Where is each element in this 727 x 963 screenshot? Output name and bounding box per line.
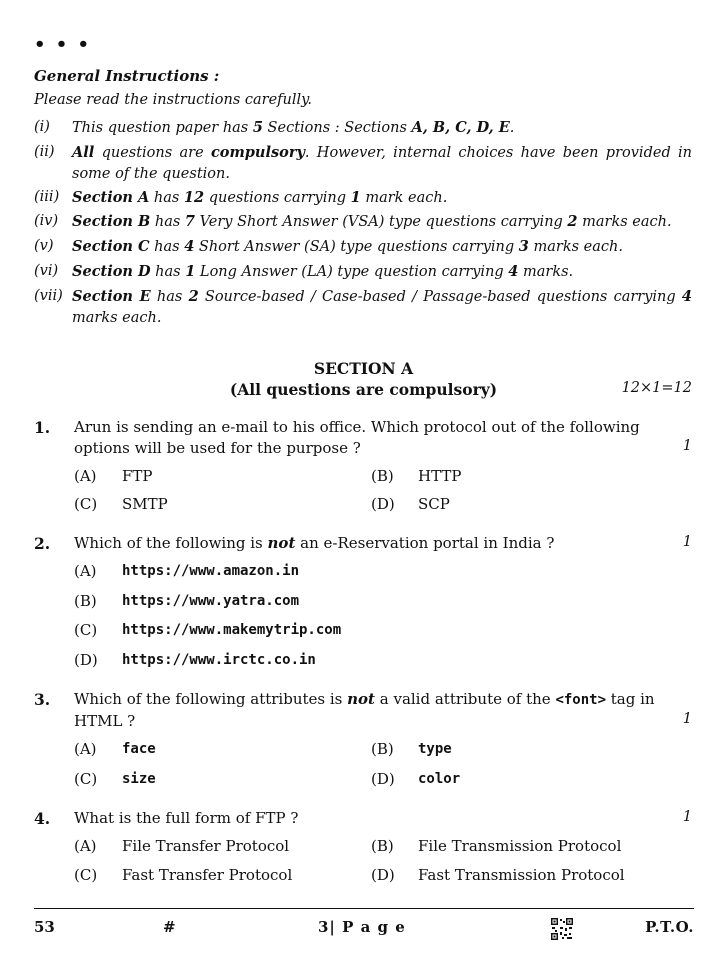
option-label: (A) — [74, 467, 97, 485]
option-text: SMTP — [122, 495, 168, 513]
footer-code: 53 — [34, 918, 55, 936]
question-number: 3. — [34, 690, 51, 709]
option-label: (A) — [74, 562, 97, 580]
option-text: FTP — [122, 467, 153, 485]
qr-code-icon — [551, 918, 573, 940]
question-text: Which of the following is not an e-Reservation portal in India ? — [74, 534, 555, 552]
option-text: color — [418, 771, 461, 787]
footer-pto: P.T.O. — [645, 918, 694, 936]
option-text: https://www.yatra.com — [122, 593, 300, 609]
general-instructions-read: Please read the instructions carefully. — [34, 92, 313, 108]
footer-hash: # — [163, 918, 176, 936]
option-label: (B) — [74, 592, 97, 610]
question-text: Which of the following attributes is not a valid attribute of the <font> tag in HTML ? — [74, 690, 655, 730]
question-number: 1. — [34, 418, 51, 437]
question-mark: 1 — [682, 809, 692, 825]
option-label: (B) — [371, 740, 394, 758]
section-marks: 12×1=12 — [621, 380, 692, 396]
header-dots: • • • — [34, 34, 92, 55]
option-label: (D) — [371, 495, 395, 513]
option-label: (A) — [74, 740, 97, 758]
option-label: (D) — [371, 770, 395, 788]
option-text: HTTP — [418, 467, 462, 485]
option-text: face — [122, 741, 156, 757]
general-instructions-title: General Instructions : — [34, 67, 220, 85]
option-text: File Transmission Protocol — [418, 837, 622, 855]
option-text: size — [122, 771, 156, 787]
question-number: 2. — [34, 534, 51, 553]
option-label: (D) — [371, 866, 395, 884]
option-text: Fast Transmission Protocol — [418, 866, 625, 884]
section-subtitle: (All questions are compulsory) — [229, 380, 498, 399]
question-mark: 1 — [682, 534, 692, 550]
question-mark: 1 — [682, 438, 692, 454]
footer-divider — [34, 908, 694, 909]
option-text: https://www.irctc.co.in — [122, 652, 316, 668]
option-label: (C) — [74, 866, 98, 884]
option-label: (A) — [74, 837, 97, 855]
option-text: Fast Transfer Protocol — [122, 866, 293, 884]
option-text: https://www.amazon.in — [122, 563, 300, 579]
question-text: What is the full form of FTP ? — [74, 809, 299, 827]
question-number: 4. — [34, 809, 51, 828]
option-text: https://www.makemytrip.com — [122, 622, 342, 638]
option-label: (C) — [74, 495, 98, 513]
option-text: type — [418, 741, 452, 757]
footer-page-number: 3| P a g e — [318, 918, 406, 936]
option-label: (B) — [371, 467, 394, 485]
option-label: (C) — [74, 770, 98, 788]
option-text: SCP — [418, 495, 450, 513]
option-label: (D) — [74, 651, 98, 669]
section-title: SECTION A — [313, 359, 414, 378]
question-mark: 1 — [682, 711, 692, 727]
option-label: (B) — [371, 837, 394, 855]
question-text: Arun is sending an e-mail to his office. Which protocol out of the following options will be used for the purpose ? — [74, 418, 640, 457]
option-label: (C) — [74, 621, 98, 639]
option-text: File Transfer Protocol — [122, 837, 290, 855]
